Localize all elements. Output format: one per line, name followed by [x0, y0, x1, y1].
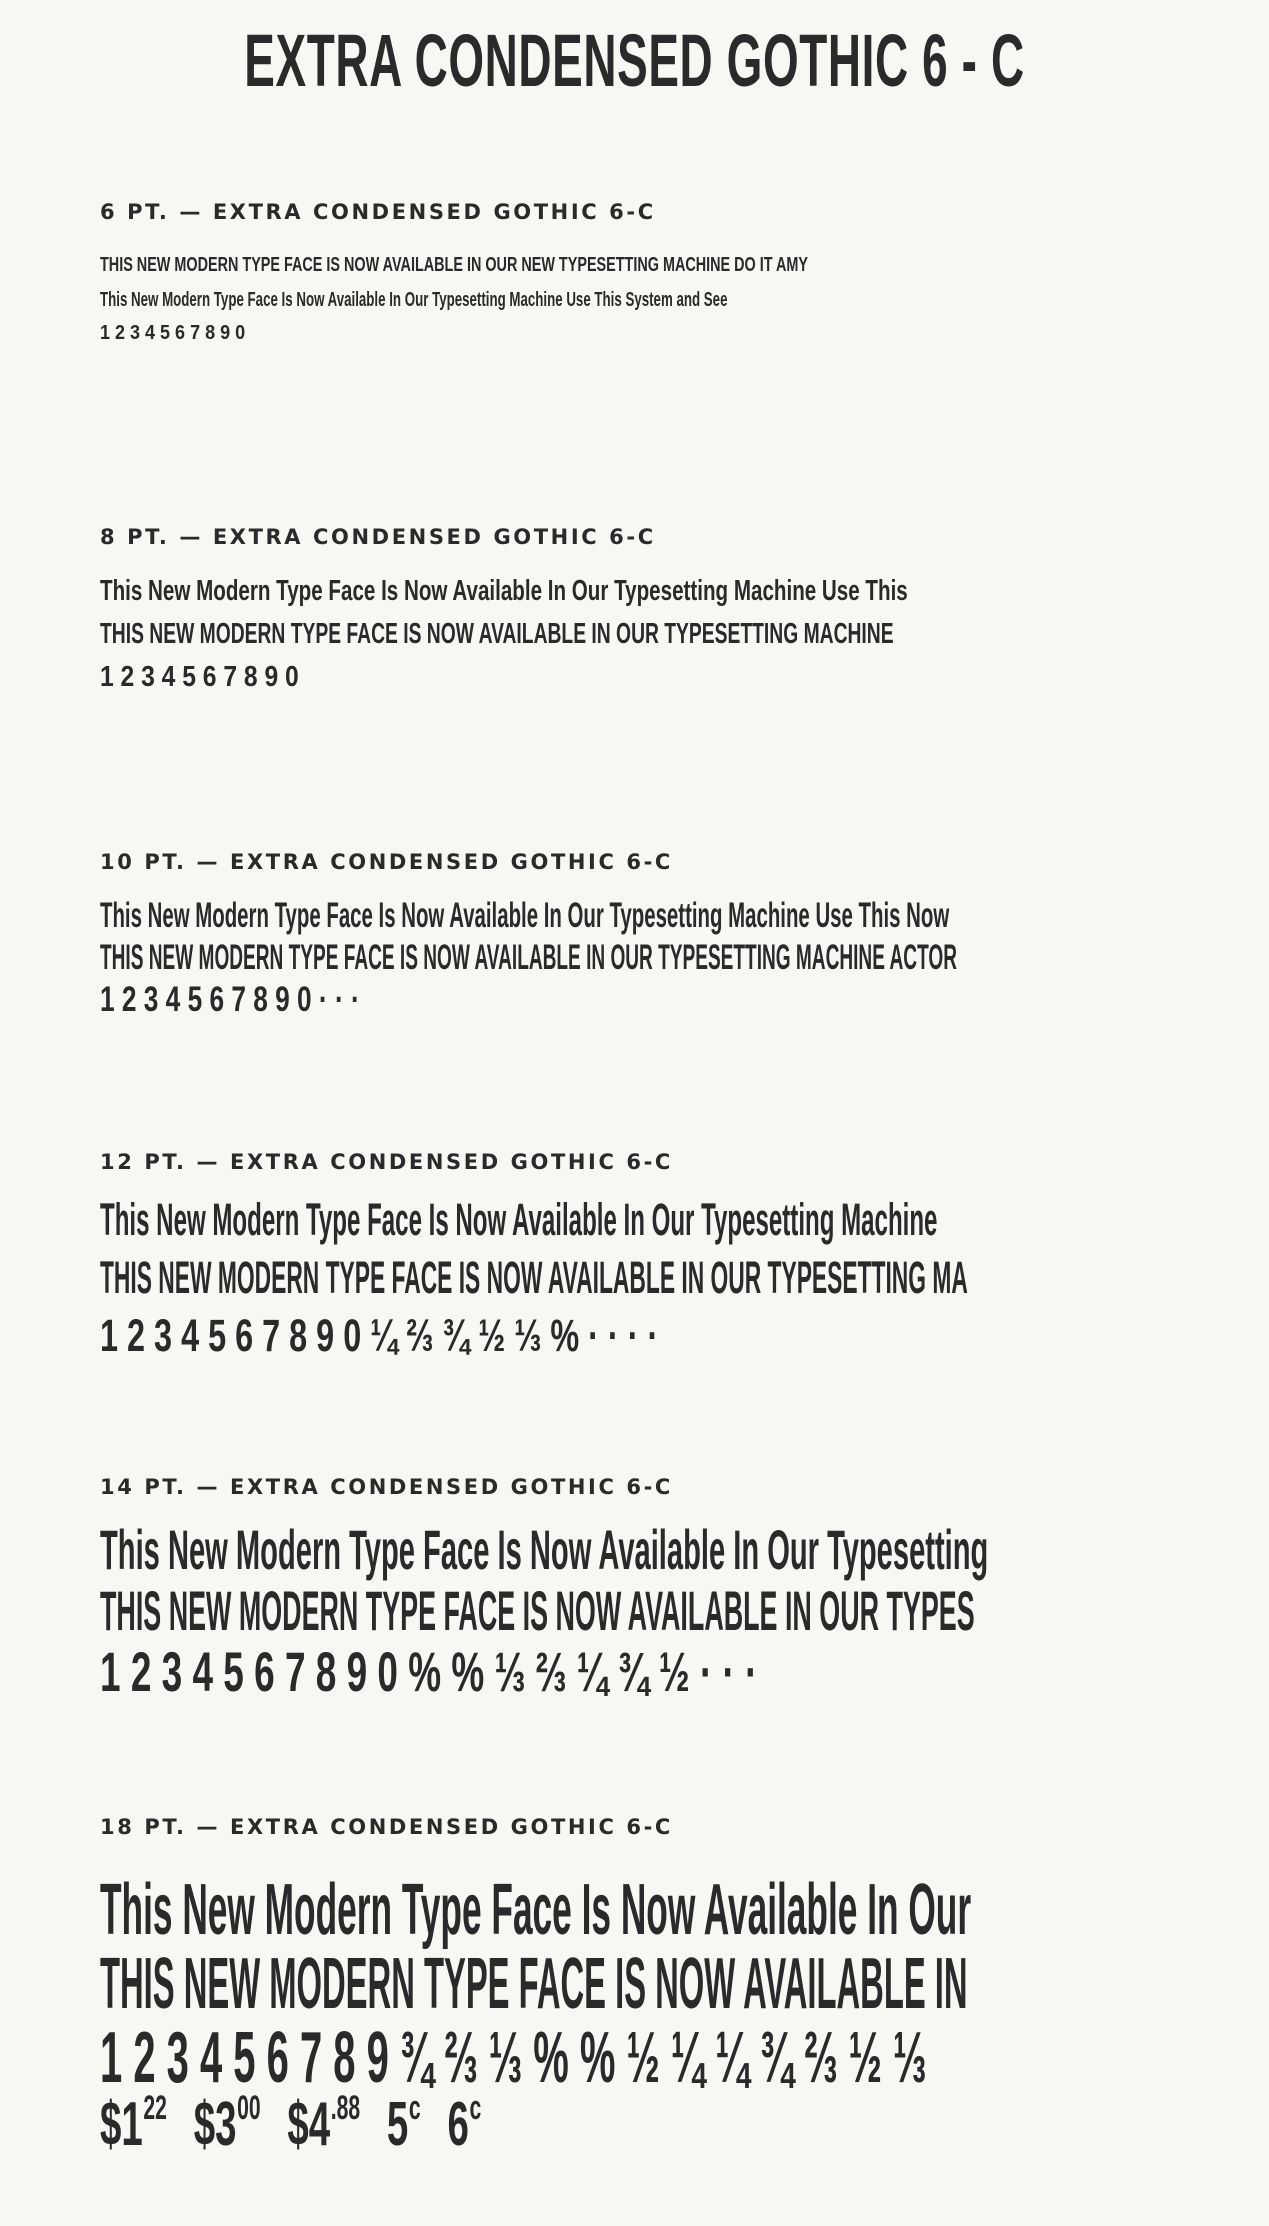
sample-line: THIS NEW MODERN TYPE FACE IS NOW AVAILABLE IN OUR TYPESETTING MACHINE ACTOR: [100, 938, 957, 977]
sample-line: This New Modern Type Face Is Now Available In Our Typesetting: [100, 1518, 989, 1581]
section-heading: 18 PT. — EXTRA CONDENSED GOTHIC 6-C: [100, 1815, 673, 1839]
price-item: $\$4^{.88}$: [287, 2089, 361, 2159]
section-8pt: [100, 525, 1220, 694]
sample-numerals: 1 2 3 4 5 6 7 8 9 ¾ ⅔ ⅓ % % ½ ¼ ¼ ¾ ⅔ ½ ⅓: [100, 2018, 927, 2098]
section-heading: 12 PT. — EXTRA CONDENSED GOTHIC 6-C: [100, 1150, 673, 1174]
section-18pt: [100, 1815, 1220, 2160]
sample-numerals: 1 2 3 4 5 6 7 8 9 0: [100, 322, 246, 344]
sample-line: THIS NEW MODERN TYPE FACE IS NOW AVAILABLE IN OUR TYPESETTING MA: [100, 1252, 968, 1303]
price-item: 6$^c$: [447, 2089, 482, 2159]
page-title: EXTRA CONDENSED GOTHIC 6 - C: [244, 19, 1025, 102]
price-item: $\$1^{22}$: [100, 2089, 167, 2159]
sample-line: THIS NEW MODERN TYPE FACE IS NOW AVAILABLE IN OUR TYPESETTING MACHINE: [100, 618, 894, 650]
sample-numerals: 1 2 3 4 5 6 7 8 9 0 · · ·: [100, 980, 360, 1019]
sample-line: This New Modern Type Face Is Now Available In Our Typesetting Machine Use This: [100, 575, 908, 607]
section-14pt: [100, 1475, 1220, 1704]
sample-numerals: 1 2 3 4 5 6 7 8 9 0 % % ⅓ ⅔ ¼ ¾ ½ · · ·: [100, 1640, 758, 1703]
sample-line: This New Modern Type Face Is Now Available In Our Typesetting Machine Use This Now: [100, 896, 950, 935]
section-heading: 10 PT. — EXTRA CONDENSED GOTHIC 6-C: [100, 850, 673, 874]
price-item: 5$^c$: [386, 2089, 421, 2159]
section-heading: 8 PT. — EXTRA CONDENSED GOTHIC 6-C: [100, 525, 656, 549]
sample-line: THIS NEW MODERN TYPE FACE IS NOW AVAILABLE IN: [100, 1944, 968, 2024]
sample-numerals: 1 2 3 4 5 6 7 8 9 0: [100, 661, 299, 693]
section-heading: 6 PT. — EXTRA CONDENSED GOTHIC 6-C: [100, 200, 656, 224]
section-10pt: [100, 850, 1220, 1020]
section-6pt: [100, 200, 1220, 345]
sample-prices: [100, 2089, 794, 2160]
section-12pt: [100, 1150, 1220, 1362]
sample-numerals: 1 2 3 4 5 6 7 8 9 0 ¼ ⅔ ¾ ½ ⅓ % · · · ·: [100, 1310, 659, 1361]
sample-line: This New Modern Type Face Is Now Available In Our Typesetting Machine Use This System and See: [100, 289, 728, 311]
sample-line: THIS NEW MODERN TYPE FACE IS NOW AVAILABLE IN OUR NEW TYPESETTING MACHINE DO IT AMY: [100, 254, 809, 276]
sample-line: This New Modern Type Face Is Now Available In Our Typesetting Machine: [100, 1194, 938, 1245]
section-heading: 14 PT. — EXTRA CONDENSED GOTHIC 6-C: [100, 1475, 673, 1499]
sample-line: THIS NEW MODERN TYPE FACE IS NOW AVAILABLE IN OUR TYPES: [100, 1579, 975, 1642]
sample-line: This New Modern Type Face Is Now Available In Our: [100, 1870, 972, 1950]
price-item: $\$3^{00}$: [193, 2089, 261, 2159]
